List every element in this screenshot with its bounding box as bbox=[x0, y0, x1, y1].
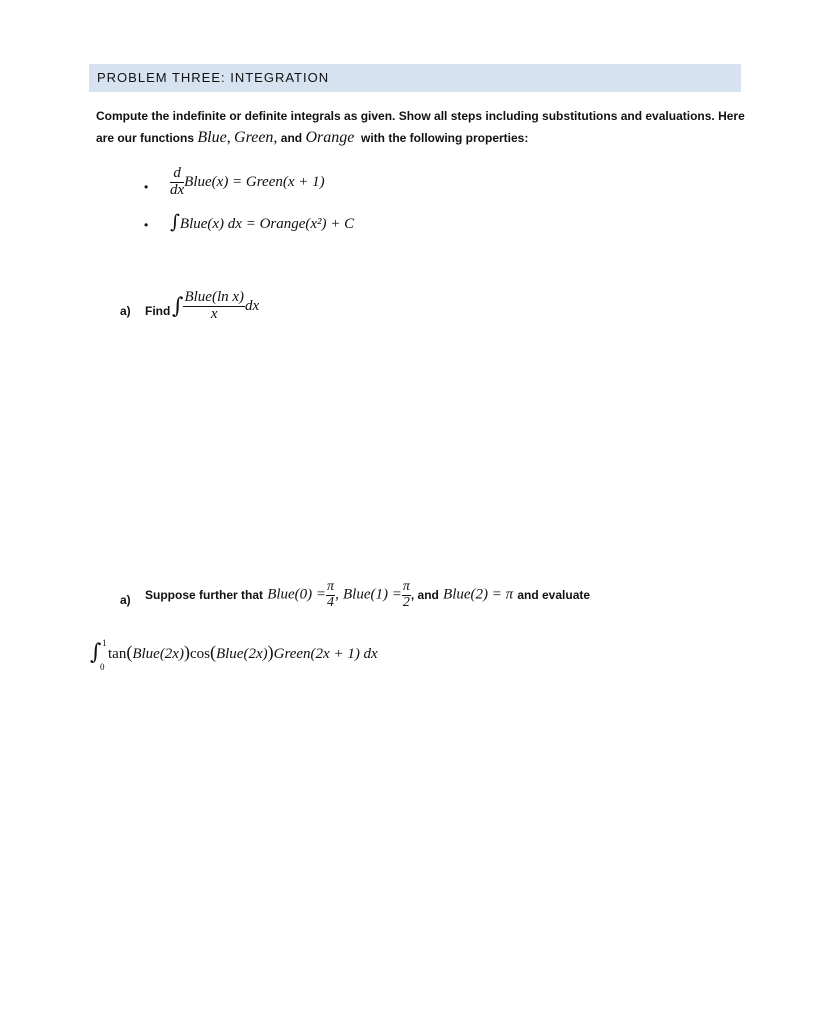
part-a-integral bbox=[172, 290, 259, 323]
close-paren-1: ) bbox=[183, 641, 190, 662]
pi-symbol: π bbox=[327, 579, 335, 594]
property-2-rhs: Blue(x) dx = Orange(x²) + C bbox=[179, 216, 355, 232]
tan-argument: Blue(2x) bbox=[132, 645, 184, 662]
comma-2: , bbox=[273, 129, 278, 146]
denominator-4: 4 bbox=[327, 594, 335, 610]
part-b-text-1: Suppose further that bbox=[145, 588, 264, 603]
open-paren-1: ( bbox=[126, 641, 133, 662]
intro-line-1: Compute the indefinite or definite integrals as given. Show all steps including substitutions and evaluations. Here bbox=[96, 109, 745, 123]
intro-line-2-post: with the following properties: bbox=[361, 131, 529, 145]
property-2 bbox=[170, 211, 354, 233]
tan-function: tan bbox=[108, 645, 127, 662]
bullet-2: • bbox=[144, 218, 149, 232]
integral-sign: ∫ bbox=[90, 640, 102, 665]
part-b-label: a) bbox=[120, 593, 131, 607]
fn-blue: Blue bbox=[197, 129, 227, 146]
section-header bbox=[89, 64, 741, 92]
fn-green: Green bbox=[234, 129, 274, 146]
pi-over-2 bbox=[402, 580, 411, 610]
denominator-2: 2 bbox=[402, 594, 410, 610]
derivative-dx: dx bbox=[170, 181, 185, 198]
open-paren-2: ( bbox=[209, 641, 216, 662]
close-paren-2: ) bbox=[267, 641, 274, 662]
pi-over-4 bbox=[326, 580, 335, 610]
comma-1: , bbox=[226, 129, 231, 146]
part-a-dx: dx bbox=[245, 297, 260, 314]
upper-limit: 1 bbox=[102, 638, 107, 648]
integrand-denominator: x bbox=[210, 305, 218, 322]
part-a-find: Find bbox=[145, 304, 171, 318]
cos-function: cos bbox=[189, 645, 210, 662]
and-word: and bbox=[280, 131, 303, 145]
part-b-comma: , bbox=[335, 586, 339, 603]
intro-line-2 bbox=[96, 129, 528, 147]
fn-orange: Orange bbox=[305, 129, 355, 146]
part-b-expr-1: Blue(0) = bbox=[267, 586, 327, 603]
part-b-text-2: , and bbox=[410, 588, 439, 603]
part-b-text-3: and evaluate bbox=[517, 588, 591, 603]
section-title: PROBLEM THREE: INTEGRATION bbox=[97, 70, 330, 85]
derivative-d: d bbox=[170, 166, 184, 183]
integrand-fraction bbox=[183, 290, 245, 323]
integrand-numerator: Blue(ln x) bbox=[184, 289, 245, 305]
part-a-label: a) bbox=[120, 304, 131, 318]
definite-integral bbox=[90, 638, 378, 672]
lower-limit: 0 bbox=[100, 662, 105, 672]
cos-argument: Blue(2x) bbox=[215, 645, 268, 662]
integral-sign: ∫ bbox=[172, 293, 184, 319]
property-1 bbox=[170, 166, 325, 199]
pi-symbol: π bbox=[402, 579, 410, 594]
integral-with-limits bbox=[90, 638, 108, 672]
integral-sign: ∫ bbox=[170, 211, 180, 233]
property-1-rhs: Blue(x) = Green(x + 1) bbox=[184, 174, 325, 191]
part-b-expr-3: Blue(2) = π bbox=[443, 586, 514, 603]
part-b-statement bbox=[145, 580, 590, 610]
derivative-fraction bbox=[170, 166, 184, 199]
intro-line-2-pre: are our functions bbox=[96, 131, 195, 145]
bullet-1: • bbox=[144, 180, 149, 194]
part-b-expr-2: Blue(1) = bbox=[342, 586, 402, 603]
integrand-tail: Green(2x + 1) dx bbox=[273, 645, 378, 662]
